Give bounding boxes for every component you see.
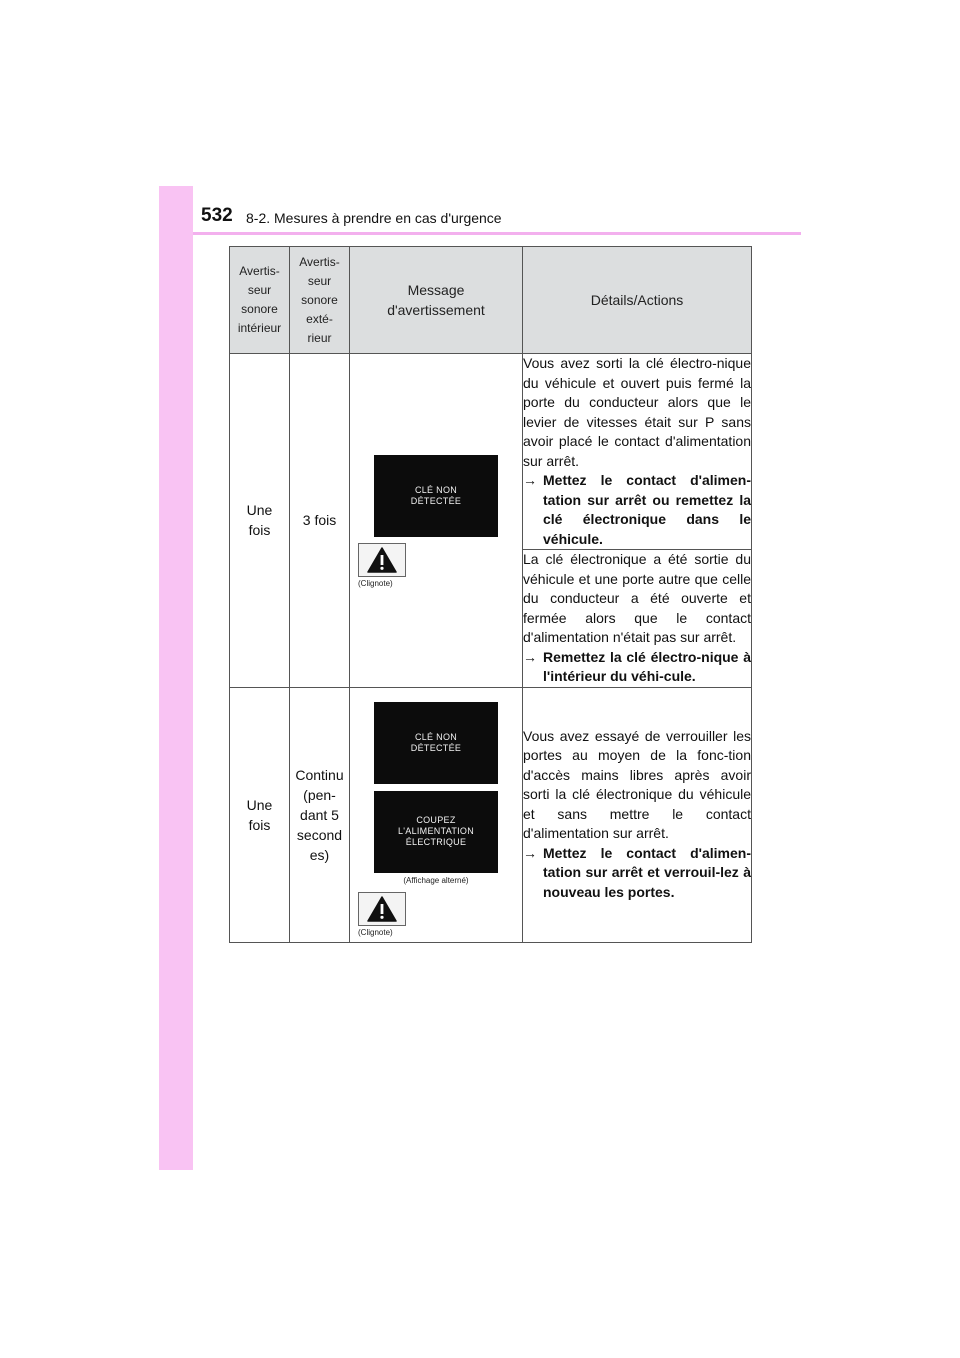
row1-message-cell bbox=[350, 354, 523, 688]
table-row bbox=[230, 687, 752, 942]
row1-detail-b bbox=[523, 550, 752, 688]
header-exterior-buzzer: Avertis- seur sonore exté- rieur bbox=[290, 247, 350, 354]
detail-text: Vous avez essayé de verrouiller les portes au moyen de la fonc-tion d'accès mains libres après avoir sorti la clé électronique du véhicule et sans mettre le contact d'alimentation sur arrêt. bbox=[523, 727, 751, 842]
warning-triangle-icon bbox=[358, 543, 406, 577]
table-header-row bbox=[230, 247, 752, 354]
detail-text: La clé électronique a été sortie du véhicule et une porte autre que celle du conducteur a été ouverte et fermée alors que le contact d'alimentation n'était pas sur arrêt. bbox=[523, 551, 751, 645]
row2-message-cell bbox=[350, 687, 523, 942]
action-item bbox=[523, 844, 751, 903]
blink-caption: (Clignote) bbox=[358, 927, 393, 937]
display-key-not-detected: CLÉ NON DÉTECTÉE bbox=[374, 455, 498, 537]
arrow-icon: → bbox=[523, 472, 537, 488]
header-message: Message d'avertissement bbox=[350, 247, 523, 354]
display-power-off: COUPEZ L'ALIMENTATION ÉLECTRIQUE bbox=[374, 791, 498, 873]
arrow-icon: → bbox=[523, 648, 537, 665]
row2-interior-buzzer: Une fois bbox=[230, 687, 290, 942]
display-key-not-detected: CLÉ NON DÉTECTÉE bbox=[374, 702, 498, 784]
blink-caption: (Clignote) bbox=[358, 579, 393, 589]
action-text: Mettez le contact d'alimen-tation sur arrêt ou remettez la clé électronique dans le véhicule. bbox=[543, 472, 751, 547]
table-row bbox=[230, 354, 752, 550]
action-text: Mettez le contact d'alimen-tation sur arrêt et verrouil-lez à nouveau les portes. bbox=[543, 844, 751, 900]
action-item bbox=[523, 648, 751, 687]
header-rule bbox=[193, 232, 801, 235]
section-title: 8-2. Mesures à prendre en cas d'urgence bbox=[246, 210, 502, 226]
chapter-tab-bar bbox=[159, 186, 193, 1170]
action-item bbox=[523, 471, 751, 549]
page-number: 532 bbox=[201, 205, 233, 226]
arrow-icon: → bbox=[523, 844, 537, 861]
header-interior-buzzer: Avertis- seur sonore intérieur bbox=[230, 247, 290, 354]
row2-detail bbox=[523, 687, 752, 942]
row1-exterior-buzzer: 3 fois bbox=[290, 354, 350, 688]
row1-detail-a bbox=[523, 354, 752, 550]
row2-exterior-buzzer: Continu (pen- dant 5 second es) bbox=[290, 687, 350, 942]
header-details: Détails/Actions bbox=[523, 247, 752, 354]
warning-table bbox=[229, 246, 752, 943]
row1-interior-buzzer: Une fois bbox=[230, 354, 290, 688]
detail-text: Vous avez sorti la clé électro-nique du véhicule et ouvert puis fermé la porte du conducteur alors que le levier de vitesses était sur P sans avoir placé le contact d'alimentation sur arrêt. bbox=[523, 355, 751, 469]
alternate-caption: (Affichage alterné) bbox=[403, 875, 469, 885]
warning-triangle-icon bbox=[358, 892, 406, 926]
action-text: Remettez la clé électro-nique à l'intérieur du véhi-cule. bbox=[543, 648, 751, 684]
